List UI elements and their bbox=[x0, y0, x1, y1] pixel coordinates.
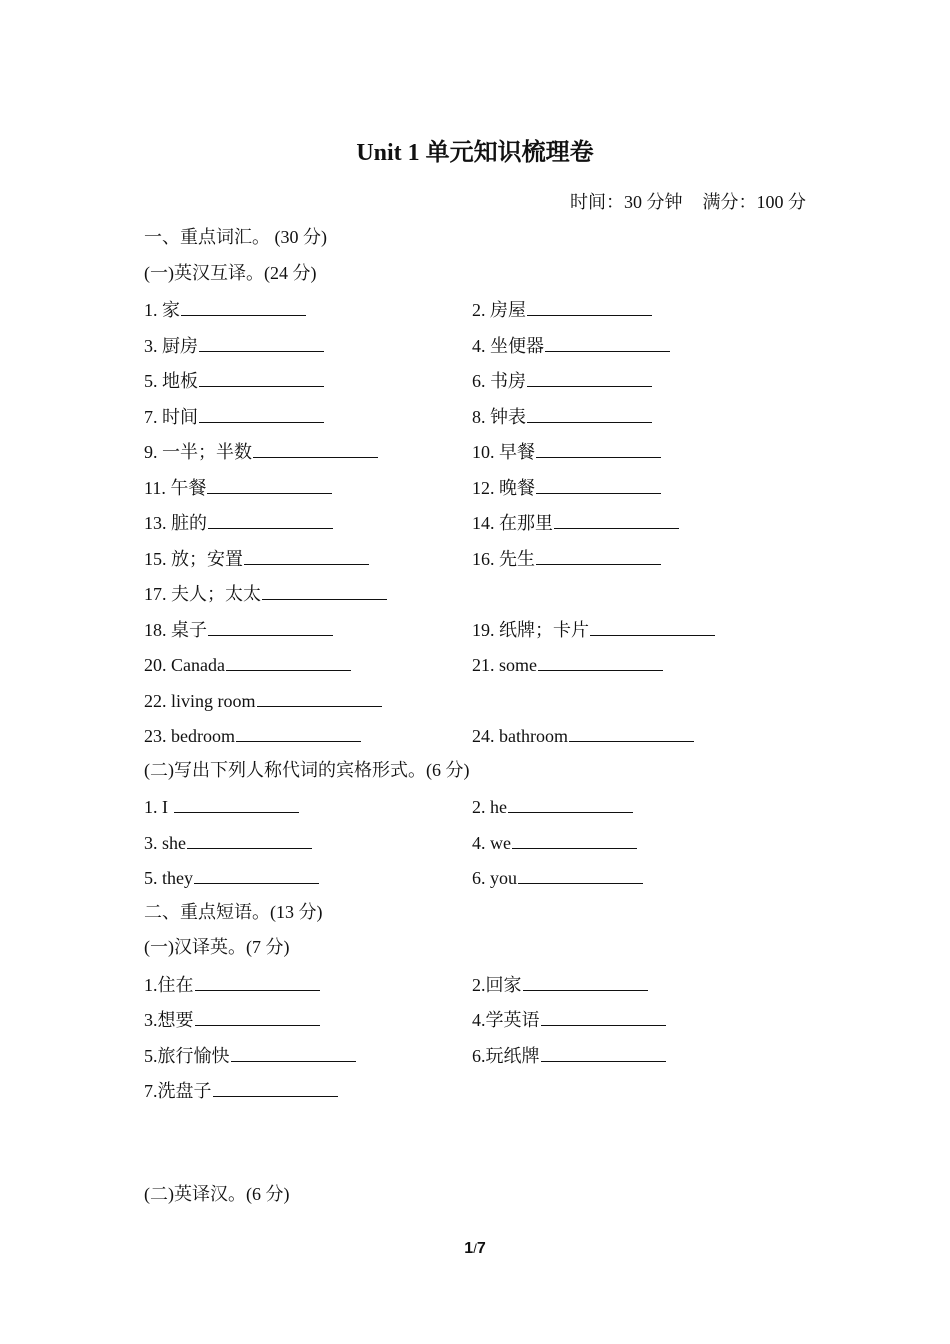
question-right bbox=[472, 508, 679, 536]
question-row bbox=[144, 508, 844, 534]
question-row bbox=[144, 650, 844, 676]
question-row bbox=[144, 1005, 844, 1031]
question-label: 14. 在那里 bbox=[472, 513, 553, 533]
answer-blank[interactable] bbox=[195, 970, 320, 991]
question-right bbox=[472, 473, 661, 501]
question-row bbox=[144, 970, 844, 996]
subsection-heading: (二)英译汉。(6 分) bbox=[144, 1184, 290, 1204]
question-label: 21. some bbox=[472, 655, 537, 675]
question-label: 15. 放；安置 bbox=[144, 549, 243, 569]
answer-blank[interactable] bbox=[262, 579, 387, 600]
question-right bbox=[472, 402, 652, 430]
question-label: 20. Canada bbox=[144, 655, 225, 675]
question-label: 3.想要 bbox=[144, 1010, 194, 1030]
question-label: 1.住在 bbox=[144, 975, 194, 995]
answer-blank[interactable] bbox=[181, 295, 306, 316]
question-left bbox=[144, 366, 324, 394]
answer-blank[interactable] bbox=[518, 863, 643, 884]
answer-blank[interactable] bbox=[194, 863, 319, 884]
question-label: 6. 书房 bbox=[472, 371, 526, 391]
question-left bbox=[144, 402, 324, 430]
question-row bbox=[144, 579, 844, 605]
question-label: 16. 先生 bbox=[472, 549, 535, 569]
question-left bbox=[144, 792, 299, 820]
answer-blank[interactable] bbox=[208, 508, 333, 529]
question-row bbox=[144, 1041, 844, 1067]
question-label: 11. 午餐 bbox=[144, 478, 207, 498]
page-separator: / bbox=[473, 1241, 477, 1256]
answer-blank[interactable] bbox=[231, 1041, 356, 1062]
page-number bbox=[0, 1240, 950, 1258]
question-label: 2.回家 bbox=[472, 975, 522, 995]
answer-blank[interactable] bbox=[199, 366, 324, 387]
answer-blank[interactable] bbox=[569, 721, 694, 742]
question-right bbox=[472, 792, 633, 820]
question-left bbox=[144, 615, 333, 643]
question-label: 6. you bbox=[472, 868, 517, 888]
answer-blank[interactable] bbox=[590, 615, 715, 636]
question-row bbox=[144, 473, 844, 499]
answer-blank[interactable] bbox=[257, 686, 382, 707]
answer-blank[interactable] bbox=[199, 402, 324, 423]
answer-blank[interactable] bbox=[523, 970, 648, 991]
question-right bbox=[472, 828, 637, 856]
time-score-info bbox=[570, 188, 806, 214]
subsection-heading: (一)汉译英。(7 分) bbox=[144, 937, 290, 957]
answer-blank[interactable] bbox=[226, 650, 351, 671]
answer-blank[interactable] bbox=[527, 366, 652, 387]
question-label: 3. she bbox=[144, 833, 186, 853]
question-row bbox=[144, 721, 844, 747]
question-label: 8. 钟表 bbox=[472, 407, 526, 427]
question-label: 3. 厨房 bbox=[144, 336, 198, 356]
answer-blank[interactable] bbox=[541, 1005, 666, 1026]
answer-blank[interactable] bbox=[536, 544, 661, 565]
question-right bbox=[472, 650, 663, 678]
question-label: 1. 家 bbox=[144, 300, 180, 320]
question-label: 2. 房屋 bbox=[472, 300, 526, 320]
question-right bbox=[472, 721, 694, 749]
question-left bbox=[144, 970, 320, 998]
question-label: 4. we bbox=[472, 833, 511, 853]
question-label: 2. he bbox=[472, 797, 507, 817]
question-left bbox=[144, 1076, 338, 1104]
question-left bbox=[144, 331, 324, 359]
question-label: 12. 晚餐 bbox=[472, 478, 535, 498]
question-left bbox=[144, 863, 319, 891]
question-row bbox=[144, 366, 844, 392]
answer-blank[interactable] bbox=[508, 792, 633, 813]
question-row bbox=[144, 1076, 844, 1102]
question-left bbox=[144, 579, 387, 607]
question-row bbox=[144, 828, 844, 854]
subsection-heading: (二)写出下列人称代词的宾格形式。(6 分) bbox=[144, 760, 470, 780]
question-label: 9. 一半；半数 bbox=[144, 442, 252, 462]
question-right bbox=[472, 863, 643, 891]
question-right bbox=[472, 544, 661, 572]
question-left bbox=[144, 721, 361, 749]
section-heading: 一、重点词汇。 (30 分) bbox=[144, 227, 327, 247]
question-row bbox=[144, 863, 844, 889]
page-title: Unit 1 单元知识梳理卷 bbox=[356, 140, 594, 166]
answer-blank[interactable] bbox=[199, 331, 324, 352]
question-label: 22. living room bbox=[144, 691, 256, 711]
question-left bbox=[144, 1005, 320, 1033]
answer-blank[interactable] bbox=[545, 331, 670, 352]
question-left bbox=[144, 1041, 356, 1069]
question-row bbox=[144, 402, 844, 428]
question-label: 24. bathroom bbox=[472, 726, 568, 746]
question-label: 4. 坐便器 bbox=[472, 336, 544, 356]
question-row bbox=[144, 437, 844, 463]
question-label: 17. 夫人；太太 bbox=[144, 584, 261, 604]
answer-blank[interactable] bbox=[213, 1076, 338, 1097]
question-right bbox=[472, 366, 652, 394]
answer-blank[interactable] bbox=[253, 437, 378, 458]
question-label: 18. 桌子 bbox=[144, 620, 207, 640]
page-total: 7 bbox=[476, 1240, 486, 1257]
answer-blank[interactable] bbox=[244, 544, 369, 565]
question-left bbox=[144, 473, 332, 501]
question-right bbox=[472, 970, 648, 998]
question-left bbox=[144, 508, 333, 536]
question-row bbox=[144, 295, 844, 321]
question-label: 7.洗盘子 bbox=[144, 1081, 212, 1101]
answer-blank[interactable] bbox=[538, 650, 663, 671]
question-row bbox=[144, 792, 844, 818]
question-label: 6.玩纸牌 bbox=[472, 1046, 540, 1066]
question-label: 13. 脏的 bbox=[144, 513, 207, 533]
question-row bbox=[144, 615, 844, 641]
question-row bbox=[144, 544, 844, 570]
question-label: 7. 时间 bbox=[144, 407, 198, 427]
answer-blank[interactable] bbox=[187, 828, 312, 849]
subsection-heading: (一)英汉互译。(24 分) bbox=[144, 263, 317, 283]
answer-blank[interactable] bbox=[527, 402, 652, 423]
answer-blank[interactable] bbox=[512, 828, 637, 849]
question-left bbox=[144, 650, 351, 678]
question-label: 19. 纸牌；卡片 bbox=[472, 620, 589, 640]
question-left bbox=[144, 828, 312, 856]
question-left bbox=[144, 437, 378, 465]
question-right bbox=[472, 615, 715, 643]
answer-blank[interactable] bbox=[208, 615, 333, 636]
question-label: 10. 早餐 bbox=[472, 442, 535, 462]
question-right bbox=[472, 331, 670, 359]
question-label: 5. they bbox=[144, 868, 193, 888]
question-row bbox=[144, 686, 844, 712]
question-right bbox=[472, 1041, 666, 1069]
question-label: 4.学英语 bbox=[472, 1010, 540, 1030]
answer-blank[interactable] bbox=[174, 792, 299, 813]
question-row bbox=[144, 331, 844, 357]
question-right bbox=[472, 437, 661, 465]
answer-blank[interactable] bbox=[207, 473, 332, 494]
answer-blank[interactable] bbox=[195, 1005, 320, 1026]
question-right bbox=[472, 1005, 666, 1033]
question-right bbox=[472, 295, 652, 323]
question-label: 5. 地板 bbox=[144, 371, 198, 391]
answer-blank[interactable] bbox=[236, 721, 361, 742]
answer-blank[interactable] bbox=[541, 1041, 666, 1062]
question-left bbox=[144, 295, 306, 323]
question-label: 5.旅行愉快 bbox=[144, 1046, 230, 1066]
question-label: 1. I bbox=[144, 797, 173, 817]
question-left bbox=[144, 544, 369, 572]
question-left bbox=[144, 686, 382, 714]
answer-blank[interactable] bbox=[536, 473, 661, 494]
time-limit: 时间：30 分钟 bbox=[570, 192, 683, 212]
section-heading: 二、重点短语。(13 分) bbox=[144, 902, 323, 922]
answer-blank[interactable] bbox=[536, 437, 661, 458]
page-current: 1 bbox=[464, 1240, 474, 1257]
question-label: 23. bedroom bbox=[144, 726, 235, 746]
answer-blank[interactable] bbox=[527, 295, 652, 316]
answer-blank[interactable] bbox=[554, 508, 679, 529]
full-score: 满分：100 分 bbox=[702, 192, 806, 212]
